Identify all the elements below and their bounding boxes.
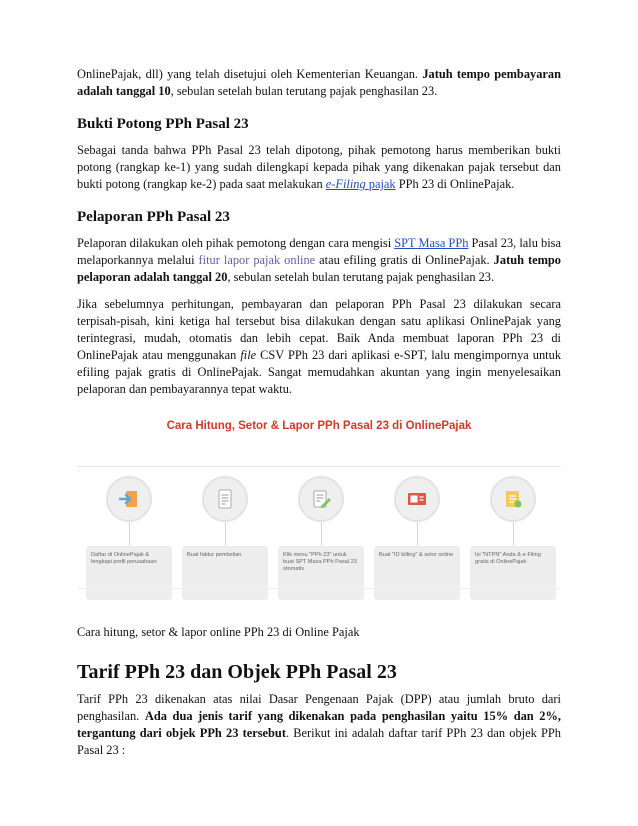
bold-text: Ada dua jenis tarif yang dikenakan pada penghasilan yaitu 15% dan 2%, tergantung dari objek PPh 23 tersebut [77,709,561,740]
heading-pelaporan: Pelaporan PPh Pasal 23 [77,209,230,225]
document-icon [202,476,248,522]
infographic-title: Cara Hitung, Setor & Lapor PPh Pasal 23 di OnlinePajak [166,420,472,432]
step-text: Klik menu "PPh 23" untuk buat SPT Masa PPh Pasal 23 otomatis [278,546,364,600]
efiling-link[interactable]: e-Filing [325,177,366,191]
paragraph-text: Sebagai tanda bahwa PPh Pasal 23 telah dipotong, pihak pemotong harus memberikan bukti potong (rangkap ke-1) yang sudah dilengkapi kepada pihak yang dikenakan pajak tersebut dan bukti potong (rangkap ke-2) pada saat melakukan [77,143,561,191]
step-1 [85,476,173,600]
login-icon [106,476,152,522]
connector [225,522,226,546]
divider [77,588,561,589]
step-4 [373,476,461,600]
connector [417,522,418,546]
bold-text: Jatuh tempo pelaporan adalah tanggal 20 [77,253,562,284]
paragraph-tarif [77,691,561,759]
paragraph-text: Jika sebelumnya perhitungan, pembayaran dan pelaporan PPh Pasal 23 dilakukan secara terpisah-pisah, kini ketiga hal tersebut bisa dilakukan dengan satu aplikasi OnlinePajak yang terintegrasi, mudah, otomatis dan lebih cepat. Baik Anda membuat laporan PPh 23 di OnlinePajak atau menggunakan [77,297,561,362]
step-list [85,476,557,600]
paragraph-integrasi [77,296,561,398]
filing-icon [490,476,536,522]
paragraph-text: Pelaporan dilakukan oleh pihak pemotong dengan cara mengisi [77,236,395,250]
paragraph-jatuh-tempo-pembayaran [77,66,561,100]
divider [77,466,561,467]
step-text: Buat "ID billing" & setor online [374,546,460,600]
paragraph-bukti-potong [77,142,561,193]
paragraph-text: . Berikut ini adalah daftar tarif PPh 23 dan objek PPh Pasal 23 : [77,726,561,757]
paragraph-text: OnlinePajak, dll) yang telah disetujui oleh Kementerian Keuangan. [77,67,423,81]
step-text: Daftar di OnlinePajak & lengkapi profil perusahaan [86,546,172,600]
connector [129,522,130,546]
edit-form-icon [298,476,344,522]
step-3 [277,476,365,600]
step-text: Buat faktur pembelian [182,546,268,600]
connector [321,522,322,546]
paragraph-text: CSV PPh 23 dari aplikasi e-SPT, lalu mengimpornya untuk efiling pajak gratis di OnlinePajak. Sangat memudahkan akuntan yang ingin menyelesaikan pelaporan dan pembayarannya tepat waktu. [77,348,562,396]
figure-caption: Cara hitung, setor & lapor online PPh 23 di Online Pajak [77,625,360,639]
step-2 [181,476,269,600]
heading-tarif: Tarif PPh 23 dan Objek PPh Pasal 23 [77,661,397,683]
spt-masa-pph-link[interactable]: SPT Masa PPh [394,236,469,250]
heading-bukti-potong: Bukti Potong PPh Pasal 23 [77,116,249,132]
pajak-link[interactable]: pajak [368,177,396,191]
paragraph-text: , sebulan setelah bulan terutang pajak penghasilan 23. [227,270,495,284]
infographic [77,418,561,618]
connector [513,522,514,546]
italic-text: file [240,348,257,362]
paragraph-text: , sebulan setelah bulan terutang pajak penghasilan 23. [170,84,438,98]
step-5 [469,476,557,600]
step-text: Isi "NTPN" Anda & e-Filing gratis di OnlinePajak [470,546,556,600]
lapor-pajak-online-text: fitur lapor pajak online [198,253,316,267]
paragraph-pelaporan [77,235,561,286]
bold-text: Jatuh tempo pembayaran adalah tanggal 10 [77,67,561,98]
paragraph-text: Pasal 23, lalu bisa melaporkannya melalui [77,236,562,267]
document-page [77,66,561,759]
paragraph-text: atau efiling gratis di OnlinePajak. [315,253,494,267]
paragraph-text: PPh 23 di OnlinePajak. [395,177,515,191]
billing-icon [394,476,440,522]
paragraph-text: Tarif PPh 23 dikenakan atas nilai Dasar Pengenaan Pajak (DPP) atau jumlah bruto dari penghasilan. [77,692,561,723]
